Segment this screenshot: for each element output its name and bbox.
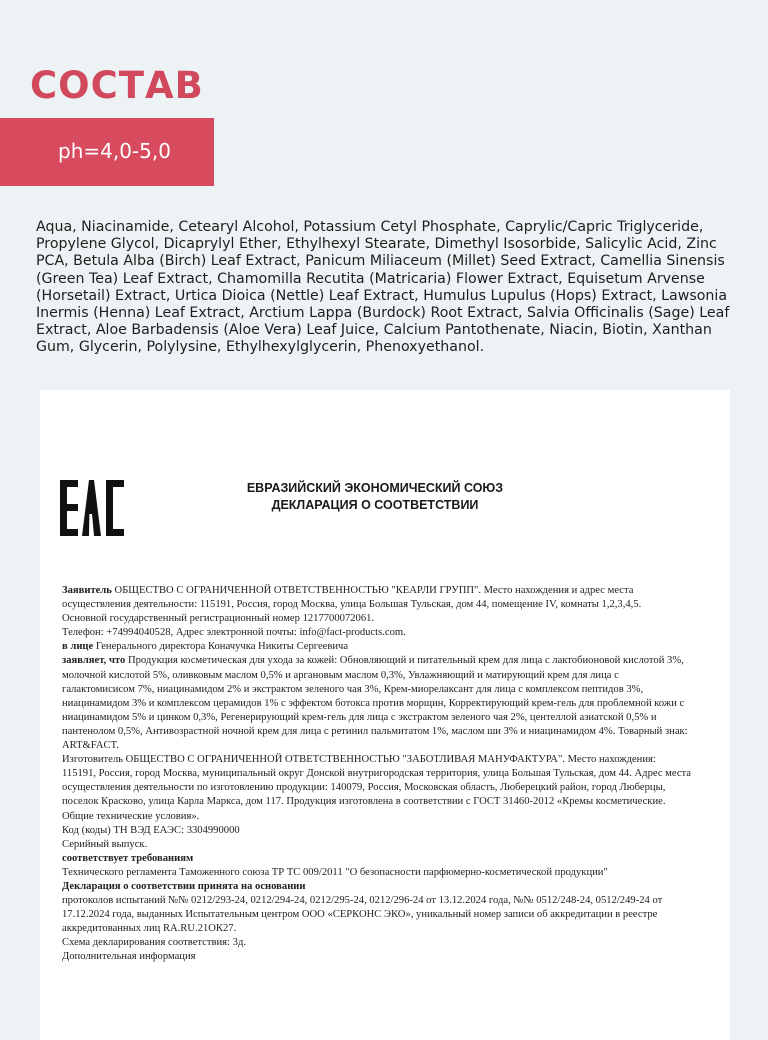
- declares-text: Продукция косметическая для ухода за кожей: Обновляющий и питательный крем для лица с лактобионовой кислотой 3%, молочной кислотой 5%, оливковым маслом 0,5% и аргановым маслом 0,3%, Увлажняющий и матирующий крем для лица с галактомисисом 7%, ниацинамидом 2% и экстрактом зеленого чая 3%, Крем-миорелаксант для лица с комплексом пептидов 3%, ниацинамидом 3% и комплексом церамидов 1% с эффектом ботокса против морщин, Корректирующий крем-гель для проблемной кожи с ниацинамидом 5% и цинком 0,3%, Регенерирующий крем-гель для лица с экстрактом зеленого чая 2%, центеллой азиатской 0,5% и пантенолом 0,5%, Антивозрастной ночной крем для лица с ретинил пальмитатом 1%, маслом ши 3% и ниацинамидом 4%. Товарный знак: ART&FACT.: [62, 655, 688, 752]
- manufacturer-paragraph: Изготовитель ОБЩЕСТВО С ОГРАНИЧЕННОЙ ОТВЕТСТВЕННОСТЬЮ "ЗАБОТЛИВАЯ МАНУФАКТУРА". Место нахождения: 115191, Россия, город Москва, муниципальный округ Донской внутригородская территория, улица Большая Тульская, дом 44. Адрес места осуществления деятельности по изготовлению продукции: 140079, Россия, Московская область, Люберецкий район, город Люберцы, поселок Красково, улица Карла Маркса, дом 117. Продукция изготовлена в соответствии с ГОСТ 31460-2012 «Кремы косметические. Общие технические условия».: [62, 754, 692, 822]
- represented-paragraph: [62, 640, 692, 654]
- applicant-paragraph: [62, 584, 692, 612]
- regulation-paragraph: Технического регламента Таможенного союза ТР ТС 009/2011 "О безопасности парфюмерно-косметической продукции": [62, 866, 608, 878]
- declaration-title: ДЕКЛАРАЦИЯ О СООТВЕТСТВИИ: [271, 498, 479, 512]
- ph-value: ph=4,0-5,0: [58, 139, 171, 163]
- basis-label: [62, 880, 692, 894]
- basis-label-text: Декларация о соответствии принята на основании: [62, 880, 306, 892]
- code-line: Код (коды) ТН ВЭД ЕАЭС: 3304990000: [62, 824, 240, 836]
- contacts-line: Телефон: +74994040528, Адрес электронной почты: info@fact-products.com.: [62, 627, 406, 639]
- eac-logo-icon: [58, 478, 128, 538]
- protocols-paragraph: протоколов испытаний №№ 0212/293-24, 0212/294-24, 0212/295-24, 0212/296-24 от 13.12.2024 года, №№ 0512/248-24, 0512/249-24 от 17.12.2024 года, выданных Испытательным центром ООО «СЕРКОНС ЭКО», уникальный номер записи об аккредитации в реестре аккредитованных лиц RA.RU.21ОК27.: [62, 895, 663, 935]
- ph-badge: [0, 118, 214, 186]
- scheme-line: Схема декларирования соответствия: 3д.: [62, 937, 246, 949]
- union-title: ЕВРАЗИЙСКИЙ ЭКОНОМИЧЕСКИЙ СОЮЗ: [246, 481, 504, 495]
- declares-paragraph: [62, 654, 692, 753]
- conforms-label-text: соответствует требованиям: [62, 852, 194, 864]
- page-title: СОСТАВ: [30, 64, 204, 107]
- additional-info-label: Дополнительная информация: [62, 951, 196, 963]
- applicant-label: Заявитель: [62, 585, 112, 596]
- declares-label: заявляет, что: [62, 655, 126, 667]
- serial-line: Серийный выпуск.: [62, 838, 148, 850]
- applicant-text: ОБЩЕСТВО С ОГРАНИЧЕННОЙ ОТВЕТСТВЕННОСТЬЮ "КЕАРЛИ ГРУПП". Место нахождения и адрес места осуществления деятельности: 115191, Россия, город Москва, улица Большая Тульская, дом 44, помещение IV, комнаты 1,2,3,4,5.: [62, 585, 642, 611]
- ogrn-line: Основной государственный регистрационный номер 1217700072061.: [62, 613, 375, 625]
- represented-text: Генерального директора Коначучка Никиты Сергеевича: [93, 641, 349, 653]
- conforms-label: [62, 852, 692, 866]
- ingredients-list: Aqua, Niacinamide, Cetearyl Alcohol, Potassium Cetyl Phosphate, Caprylic/Capric Triglyceride, Propylene Glycol, Dicaprylyl Ether, Ethylhexyl Stearate, Dimethyl Isosorbide, Salicylic Acid, Zinc PCA, Betula Alba (Birch) Leaf Extract, Panicum Miliaceum (Millet) Seed Extract, Camellia Sinensis (Green Tea) Leaf Extract, Chamomilla Recutita (Matricaria) Flower Extract, Equisetum Arvense (Horsetail) Extract, Urtica Dioica (Nettle) Leaf Extract, Humulus Lupulus (Hops) Extract, Lawsonia Inermis (Henna) Leaf Extract, Arctium Lappa (Burdock) Root Extract, Salvia Officinalis (Sage) Leaf Extract, Aloe Barbadensis (Aloe Vera) Leaf Juice, Calcium Pantothenate, Niacin, Biotin, Xanthan Gum, Glycerin, Polylysine, Ethylhexylglycerin, Phenoxyethanol.: [36, 219, 730, 356]
- represented-label: в лице: [62, 641, 94, 653]
- declaration-document: [40, 390, 730, 1040]
- declaration-body: [62, 584, 692, 965]
- declaration-heading: [190, 480, 560, 514]
